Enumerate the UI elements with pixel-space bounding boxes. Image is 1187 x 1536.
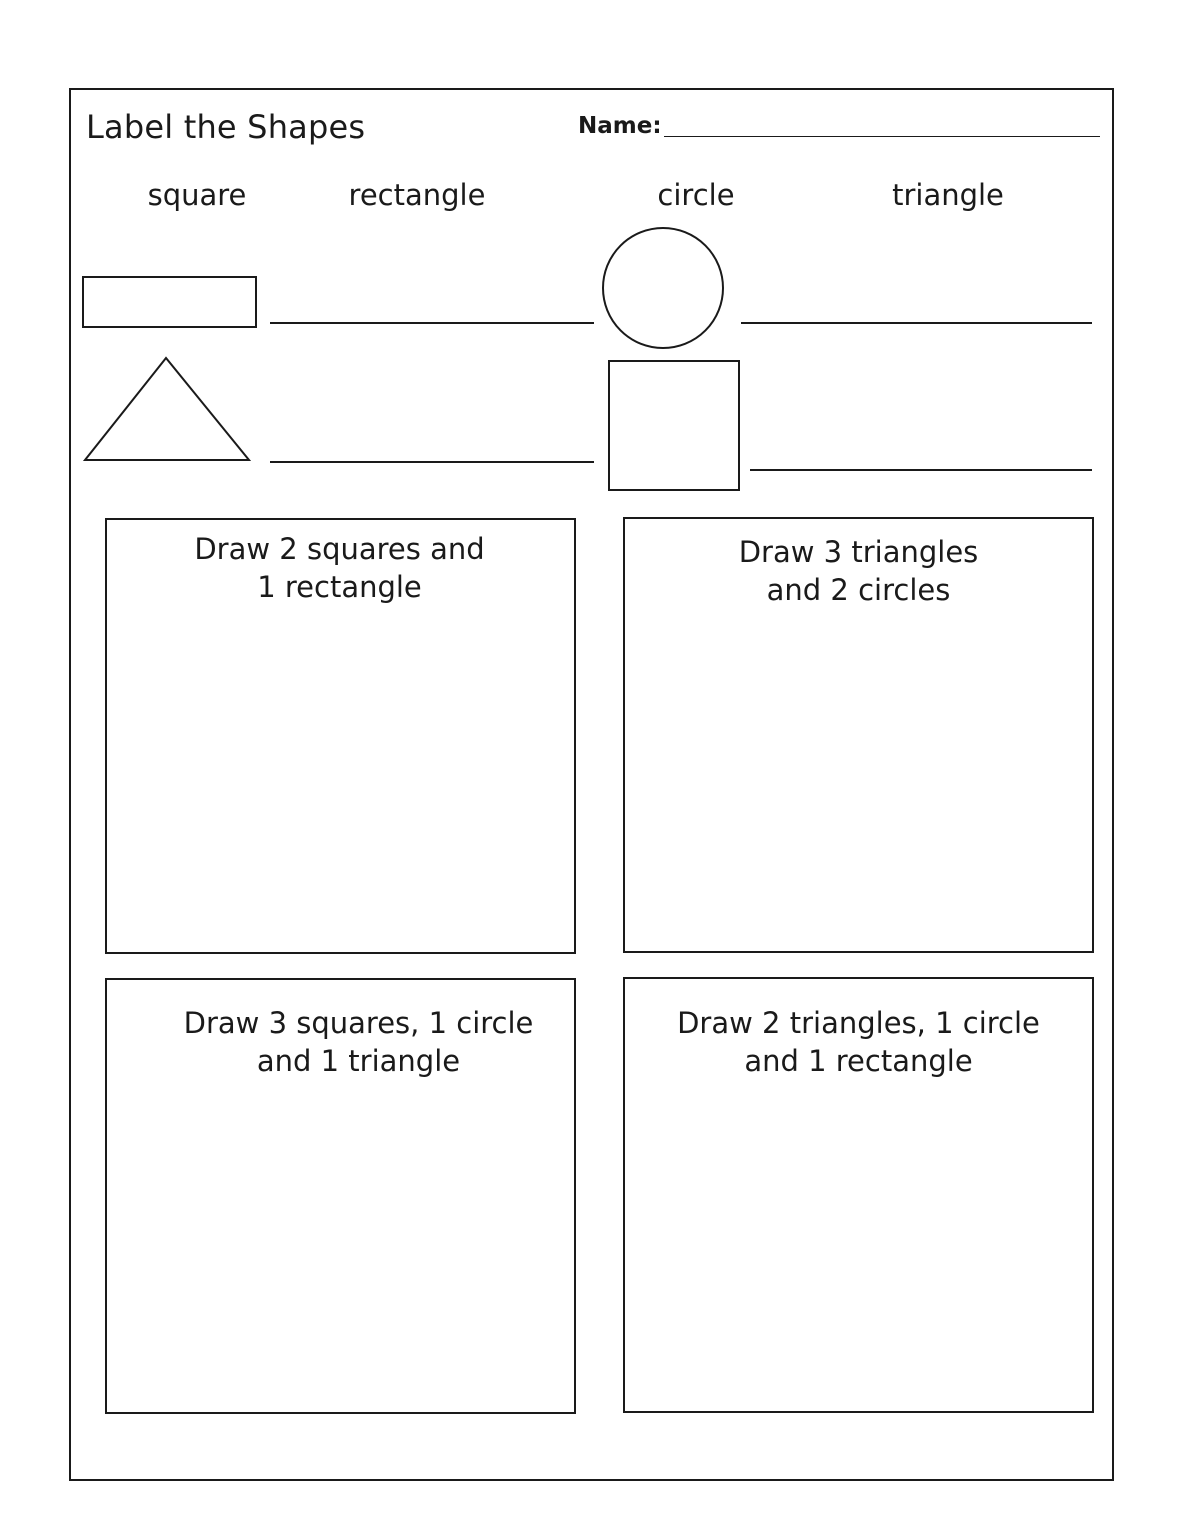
word-bank-triangle: triangle	[892, 178, 1004, 212]
answer-line-square[interactable]	[750, 469, 1092, 471]
draw-prompt-4-line1: Draw 2 triangles, 1 circle	[677, 1006, 1040, 1040]
answer-line-triangle[interactable]	[270, 461, 594, 463]
draw-prompt-2	[625, 533, 1092, 609]
draw-prompt-1-line1: Draw 2 squares and	[194, 532, 485, 566]
draw-prompt-3-line1: Draw 3 squares, 1 circle	[183, 1006, 534, 1040]
name-label: Name:	[578, 113, 662, 139]
draw-prompt-3-line2: and 1 triangle	[256, 1044, 461, 1078]
word-bank-rectangle: rectangle	[348, 178, 486, 212]
draw-prompt-4	[625, 1004, 1092, 1080]
name-input-line[interactable]	[664, 136, 1100, 137]
draw-box-3[interactable]	[105, 978, 576, 1414]
draw-prompt-4-line2: and 1 rectangle	[744, 1044, 973, 1078]
draw-prompt-3	[143, 1004, 574, 1080]
answer-line-rectangle[interactable]	[270, 322, 594, 324]
draw-prompt-1	[105, 530, 574, 606]
worksheet-title: Label the Shapes	[86, 108, 366, 146]
word-bank-square: square	[147, 178, 247, 212]
draw-prompt-2-line2: and 2 circles	[766, 573, 951, 607]
draw-prompt-2-line1: Draw 3 triangles	[738, 535, 979, 569]
draw-prompt-1-line2: 1 rectangle	[257, 570, 422, 604]
draw-box-1[interactable]	[105, 518, 576, 954]
word-bank-circle: circle	[657, 178, 735, 212]
draw-box-2[interactable]	[623, 517, 1094, 953]
draw-box-4[interactable]	[623, 977, 1094, 1413]
answer-line-circle[interactable]	[741, 322, 1092, 324]
